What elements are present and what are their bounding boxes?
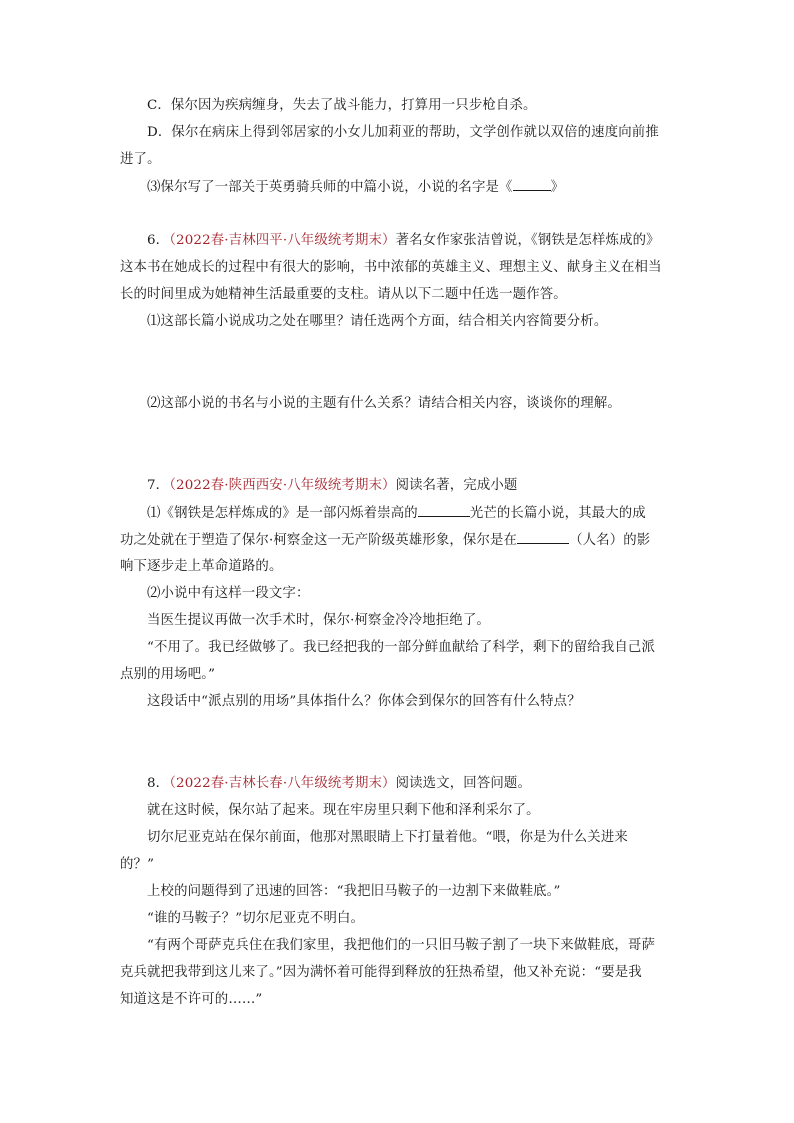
q5-option-c: C．保尔因为疾病缠身，失去了战斗能力，打算用一只步枪自杀。 xyxy=(147,98,537,113)
q7-sub1-line2 xyxy=(120,530,650,551)
q7-sub1-line3: 响下逐步走上革命道路的。 xyxy=(120,559,283,574)
answer-blank[interactable] xyxy=(513,177,551,191)
q8-para5-line3: 知道这是不许可的……” xyxy=(120,992,263,1007)
q7-stem xyxy=(147,476,517,496)
answer-blank[interactable] xyxy=(517,530,569,544)
q8-source: （2022春·吉林长春·八年级统考期末） xyxy=(169,776,396,791)
q6-stem-text: 著名女作家张洁曾说，《钢铁是怎样炼成的》 xyxy=(395,233,660,248)
q6-stem-line1 xyxy=(147,231,660,251)
q7-quote-line2: “不用了。我已经做够了。我已经把我的一部分鲜血献给了科学，剩下的留给我自己派 xyxy=(147,640,655,655)
q8-para5-line1: “有两个哥萨克兵住在我们家里，我把他们的一只旧马鞍子割了一块下来做鞋底，哥萨 xyxy=(147,938,655,953)
q6-sub1: ⑴这部长篇小说成功之处在哪里？请任选两个方面，结合相关内容简要分析。 xyxy=(147,314,608,329)
q5-sub3-close: 》 xyxy=(550,180,565,195)
q7-number: 7． xyxy=(147,478,170,493)
q7-sub1-text-d: （人名）的影 xyxy=(569,533,651,548)
q7-question: 这段话中“派点别的用场”具体指什么？你体会到保尔的回答有什么特点？ xyxy=(147,694,581,709)
answer-blank[interactable] xyxy=(418,503,470,517)
q8-para3: 上校的问题得到了迅速的回答：“我把旧马鞍子的一边割下来做鞋底。” xyxy=(147,884,561,899)
q6-stem-line2: 这本书在她成长的过程中有很大的影响，书中浓郁的英雄主义、理想主义、献身主义在相当 xyxy=(120,260,662,275)
q7-quote-line1: 当医生提议再做一次手术时，保尔·柯察金冷冷地拒绝了。 xyxy=(147,613,490,628)
q5-sub3 xyxy=(147,177,564,198)
q6-stem-line3: 长的时间里成为她精神生活最重要的支柱。请从以下二题中任选一题作答。 xyxy=(120,287,567,302)
q8-para2-line2: 的？” xyxy=(120,857,155,872)
q7-quote-line3: 点别的用场吧。” xyxy=(120,667,216,682)
q6-source: （2022春·吉林四平·八年级统考期末） xyxy=(169,233,396,248)
q7-stem-text: 阅读名著，完成小题 xyxy=(395,478,518,493)
q5-sub3-text: ⑶保尔写了一部关于英勇骑兵师的中篇小说，小说的名字是《 xyxy=(147,180,513,195)
q8-stem-text: 阅读选文，回答问题。 xyxy=(395,776,531,791)
q7-sub1-text-b: 光芒的长篇小说，其最大的成 xyxy=(469,506,646,521)
q8-para1: 就在这时候，保尔站了起来。现在牢房里只剩下他和泽利采尔了。 xyxy=(147,803,540,818)
q7-sub2: ⑵小说中有这样一段文字： xyxy=(147,586,310,601)
q6-sub2: ⑵这部小说的书名与小说的主题有什么关系？请结合相关内容，谈谈你的理解。 xyxy=(147,396,621,411)
q7-sub1-text-a: ⑴《钢铁是怎样炼成的》是一部闪烁着崇高的 xyxy=(147,506,418,521)
q7-sub1-line1 xyxy=(147,503,646,524)
q7-source: （2022春·陕西西安·八年级统考期末） xyxy=(169,478,396,493)
q7-sub1-text-c: 功之处就在于塑造了保尔·柯察金这一无产阶级英雄形象，保尔是在 xyxy=(120,533,518,548)
q8-stem xyxy=(147,774,531,794)
q5-option-d-line1: D．保尔在病床上得到邻居家的小女儿加莉亚的帮助，文学创作就以双倍的速度向前推 xyxy=(147,125,659,140)
q8-para4: “谁的马鞍子？”切尔尼亚克不明白。 xyxy=(147,911,365,926)
q8-number: 8． xyxy=(147,776,170,791)
q6-number: 6． xyxy=(147,233,170,248)
q8-para5-line2: 克兵就把我带到这儿来了。”因为满怀着可能得到释放的狂热希望，他又补充说：“要是我 xyxy=(120,965,642,980)
q5-option-d-line2: 进了。 xyxy=(120,152,161,167)
q8-para2-line1: 切尔尼亚克站在保尔前面，他那对黑眼睛上下打量着他。“喂，你是为什么关进来 xyxy=(147,830,628,845)
